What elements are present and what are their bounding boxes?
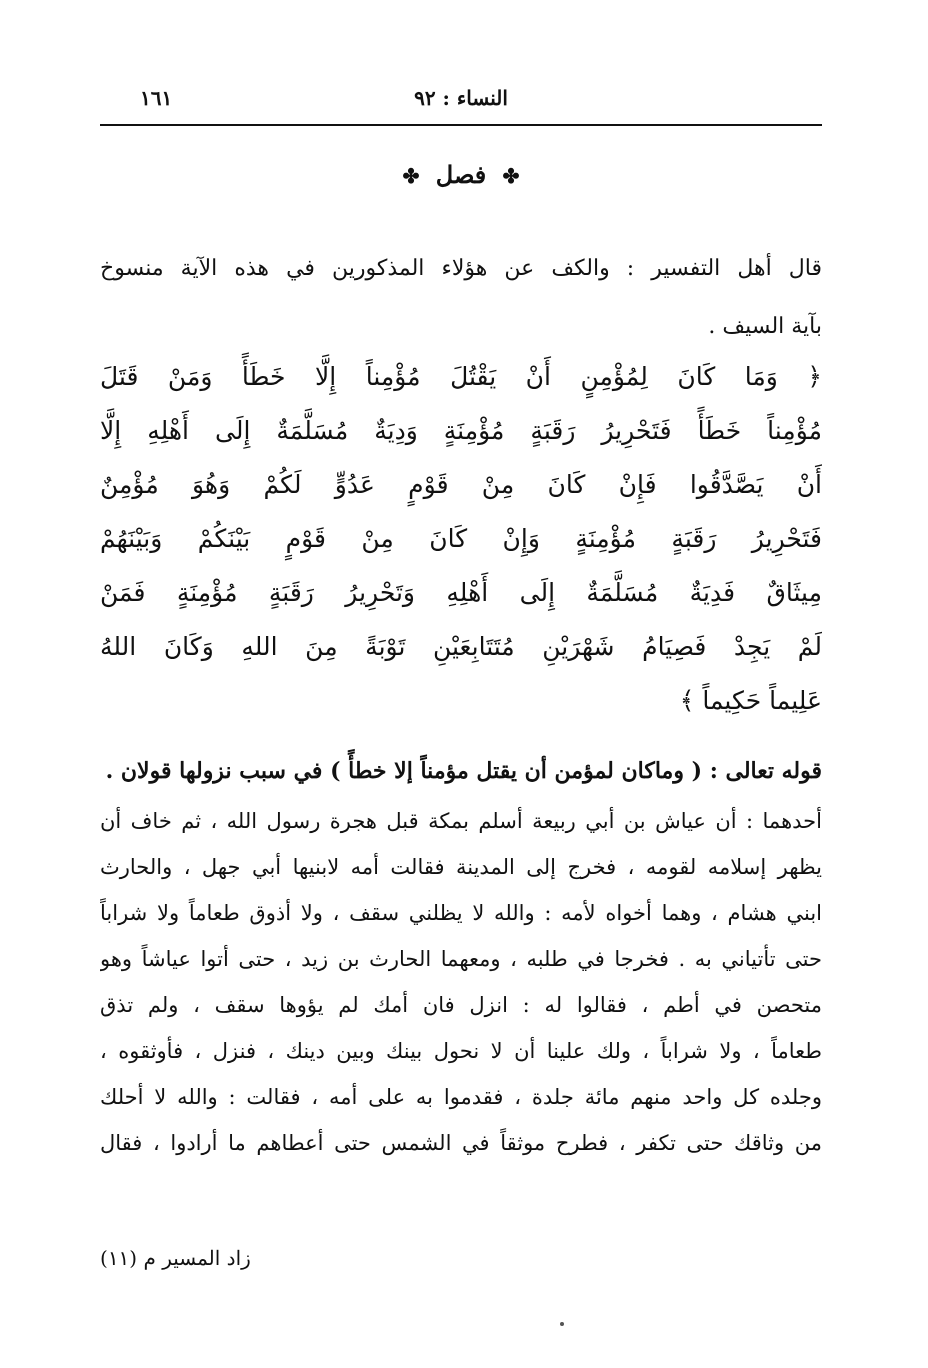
text-line: أحدهما : أن عياش بن أبي ربيعة أسلم بمكة قبل هجرة رسول الله ، ثم خاف أن <box>100 809 822 833</box>
text-line: من وثاقك حتى تكفر ، فطرح موثقاً في الشمس حتى أعطاهم ما أرادوا ، فقال <box>100 1131 822 1155</box>
verse-line: لَمْ يَجِدْ فَصِيَامُ شَهْرَيْنِ مُتَتَابِعَيْنِ تَوْبَةً مِنَ اللهِ وَكَانَ اللهُ <box>100 632 822 661</box>
verse-line: عَلِيماً حَكِيماً ﴾ <box>679 686 822 715</box>
verse-line: أَنْ يَصَّدَّقُوا فَإِنْ كَانَ مِنْ قَوْمٍ عَدُوٍّ لَكُمْ وَهُوَ مُؤْمِنٌ <box>100 470 822 499</box>
text-line: متحصن في أطم ، فقالوا له : انزل فان أمك لم يؤوها سقف ، ولم تذق <box>100 993 822 1017</box>
text-line: قوله تعالى : ( وماكان لمؤمن أن يقتل مؤمناً إلا خطأً ) في سبب نزولها قولان . <box>105 758 822 784</box>
text-line: بآية السيف . <box>708 314 822 339</box>
header-rule <box>100 124 822 126</box>
text-line: قال أهل التفسير : والكف عن هؤلاء المذكورين في هذه الآية منسوخ <box>100 256 822 281</box>
page-header <box>100 82 822 122</box>
quran-verse <box>100 350 822 728</box>
paragraph-first-account <box>100 798 822 1166</box>
ornament-left-icon: ✤ <box>402 164 420 188</box>
page-number: ١٦١ <box>140 86 173 110</box>
section-heading <box>100 160 822 189</box>
text-line: وجلده كل واحد منهم مائة جلدة ، فقدموا به على أمه ، فقالت : والله لا أحلك <box>100 1085 822 1109</box>
paragraph-tafsir-note <box>100 240 822 356</box>
verse-line: مُؤْمِناً خَطَأً فَتَحْرِيرُ رَقَبَةٍ مُؤْمِنَةٍ وَدِيَةٌ مُسَلَّمَةٌ إِلَى أَهْلِهِ إِلَّا <box>100 416 822 445</box>
verse-line: فَتَحْرِيرُ رَقَبَةٍ مُؤْمِنَةٍ وَإِنْ كَانَ مِنْ قَوْمٍ بَيْنَكُمْ وَبَيْنَهُمْ <box>100 524 822 553</box>
text-line: طعاماً ، ولا شراباً ، ولك علينا أن لا نحول بينك وبين دينك ، فنزل ، فأوثقوه ، <box>100 1039 822 1063</box>
section-title: فصل <box>435 160 487 189</box>
footer-signature: زاد المسير م (١١) <box>100 1246 251 1270</box>
verse-line: ﴿ وَمَا كَانَ لِمُؤْمِنٍ أَنْ يَقْتُلَ مُؤْمِناً إِلَّا خَطَأً وَمَنْ قَتَلَ <box>100 362 822 391</box>
running-title: النساء : ٩٢ <box>414 86 508 110</box>
text-line: ابني هشام ، وهما أخواه لأمه : والله لا يظلني سقف ، ولا أذوق طعاماً ولا شراباً <box>100 901 822 925</box>
ornament-right-icon: ✤ <box>502 164 520 188</box>
paragraph-occasion-heading <box>100 748 822 794</box>
text-line: يظهر إسلامه لقومه ، فخرج إلى المدينة فقالت أمه لابنيها أبي جهل ، والحارث <box>100 855 822 879</box>
bottom-dot <box>560 1322 564 1326</box>
text-line: حتى تأتياني به . فخرجا في طلبه ، ومعهما الحارث بن زيد ، حتى أتوا عياشاً وهو <box>100 947 822 971</box>
verse-line: مِيثَاقٌ فَدِيَةٌ مُسَلَّمَةٌ إِلَى أَهْلِهِ وَتَحْرِيرُ رَقَبَةٍ مُؤْمِنَةٍ فَمَنْ <box>100 578 822 607</box>
